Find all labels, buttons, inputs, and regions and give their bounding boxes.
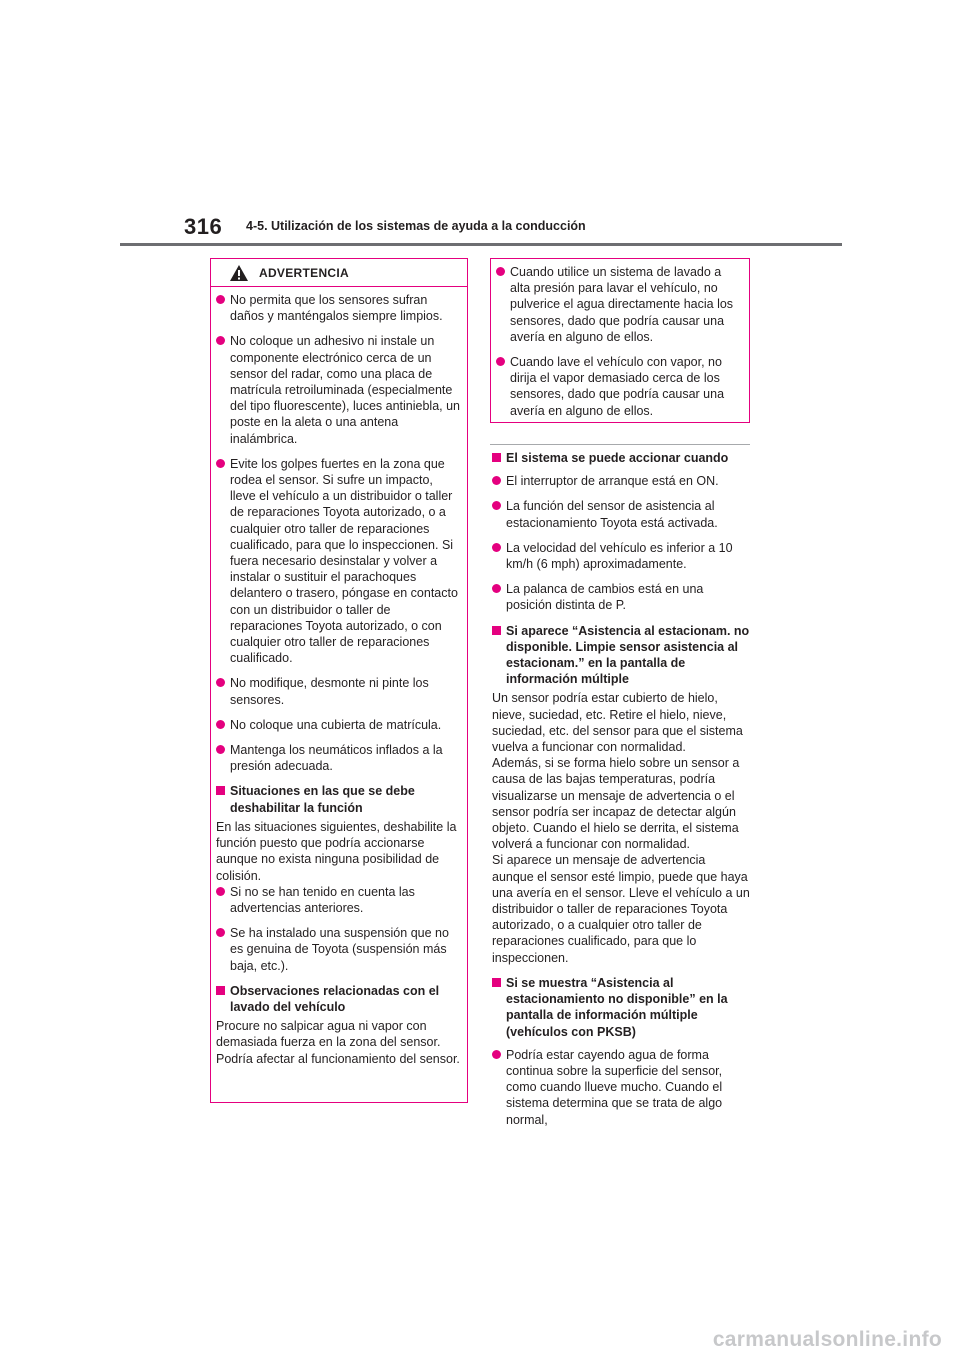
warning-right-content: [496, 264, 741, 428]
paragraph: Un sensor podría estar cubierto de hielo, nieve, suciedad, etc. Retire el hielo, nieve, suciedad, etc. del sensor para que el sistema vuelva a funcionar con normalidad.: [492, 691, 743, 755]
list-item: El interruptor de arranque está en ON.: [492, 473, 750, 489]
warning-box: [210, 258, 468, 1103]
bullet-icon: [492, 543, 501, 552]
square-bullet-icon: [492, 626, 501, 635]
list-item: No coloque un adhesivo ni instale un componente electrónico cerca de un sensor del radar, como una placa de matrícula retroiluminada (especialmente del tipo fluorescente), luces antiniebla, un poste en la aleta o una antena inalámbrica.: [216, 333, 461, 446]
list-item: La velocidad del vehículo es inferior a 10 km/h (6 mph) aproximadamente.: [492, 540, 750, 572]
paragraph: Procure no salpicar agua ni vapor con demasiada fuerza en la zona del sensor.: [216, 1019, 441, 1050]
bullet-icon: [492, 501, 501, 510]
square-bullet-icon: [216, 986, 225, 995]
subheading: Si se muestra “Asistencia al estacionamiento no disponible” en la pantalla de información múltiple (vehículos con PKSB): [492, 975, 750, 1040]
warning-box-continued: [490, 258, 750, 423]
warning-triangle-icon: [229, 264, 249, 282]
list-item: La función del sensor de asistencia al estacionamiento Toyota está activada.: [492, 498, 750, 530]
paragraph: Podría afectar al funcionamiento del sensor.: [216, 1051, 460, 1066]
section-title: 4-5. Utilización de los sistemas de ayuda a la conducción: [246, 219, 586, 233]
list-item: Evite los golpes fuertes en la zona que rodea el sensor. Si sufre un impacto, lleve el vehículo a un distribuidor o taller de reparaciones Toyota autorizado, o a cualquier otro taller de reparaciones cualificado, para que lo inspeccionen. Si fuera necesario desinstalar y volver a instalar o sustituir el parachoques delantero o trasero, póngase en contacto con un distribuidor o taller de reparaciones Toyota autorizado, o con cualquier otro taller de reparaciones cualificado.: [216, 456, 461, 667]
paragraph: Además, si se forma hielo sobre un sensor a causa de las bajas temperaturas, podría visualizarse un mensaje de advertencia o el sensor podría ser incapaz de detectar algún objeto. Cuando el hielo se derrita, el sistema volverá a funcionar con normalidad.: [492, 756, 740, 852]
square-bullet-icon: [492, 978, 501, 987]
warning-header: [211, 259, 467, 287]
list-item: No permita que los sensores sufran daños y manténgalos siempre limpios.: [216, 292, 461, 324]
list-item: Podría estar cayendo agua de forma continua sobre la superficie del sensor, como cuando llueve mucho. Cuando el sistema determina que se trata de algo normal,: [492, 1047, 750, 1128]
list-item: La palanca de cambios está en una posición distinta de P.: [492, 581, 750, 613]
bullet-icon: [216, 678, 225, 687]
bullet-icon: [216, 887, 225, 896]
list-item: Mantenga los neumáticos inflados a la presión adecuada.: [216, 742, 461, 774]
list-item: No coloque una cubierta de matrícula.: [216, 717, 461, 733]
subheading: El sistema se puede accionar cuando: [492, 450, 750, 466]
bullet-icon: [216, 928, 225, 937]
bullet-icon: [492, 584, 501, 593]
paragraph: Si aparece un mensaje de advertencia aunque el sensor esté limpio, puede que haya una avería en el sensor. Lleve el vehículo a un distribuidor o taller de reparaciones Toyota autorizado, o a cualquier otro taller de reparaciones cualificado, para que lo inspeccionen.: [492, 853, 750, 965]
bullet-icon: [216, 295, 225, 304]
list-item: No modifique, desmonte ni pinte los sensores.: [216, 675, 461, 707]
paragraph: En las situaciones siguientes, deshabilite la función puesto que podría accionarse aunque no exista ninguna posibilidad de colisión.: [216, 819, 457, 883]
main-content: [492, 450, 750, 1137]
bullet-icon: [216, 336, 225, 345]
bullet-icon: [216, 745, 225, 754]
bullet-icon: [492, 476, 501, 485]
square-bullet-icon: [216, 786, 225, 795]
list-item: Si no se han tenido en cuenta las advertencias anteriores.: [216, 884, 461, 916]
list-item: Cuando utilice un sistema de lavado a alta presión para lavar el vehículo, no pulverice el agua directamente hacia los sensores, dado que podría causar una avería en alguno de ellos.: [496, 264, 741, 345]
watermark: carmanualsonline.info: [712, 1328, 942, 1351]
header-rule: [120, 243, 842, 246]
bullet-icon: [216, 459, 225, 468]
page-number: 316: [184, 214, 223, 239]
square-bullet-icon: [492, 453, 501, 462]
subheading: Situaciones en las que se debe deshabilitar la función: [216, 783, 461, 815]
warning-title: ADVERTENCIA: [259, 266, 349, 280]
list-item: Se ha instalado una suspensión que no es genuina de Toyota (suspensión más baja, etc.).: [216, 925, 461, 974]
warning-left-content: [216, 292, 461, 1067]
section-divider: [490, 444, 750, 445]
subheading: Observaciones relacionadas con el lavado del vehículo: [216, 983, 461, 1015]
bullet-icon: [216, 720, 225, 729]
bullet-icon: [496, 267, 505, 276]
subheading: Si aparece “Asistencia al estacionam. no disponible. Limpie sensor asistencia al estacionam.” en la pantalla de información múltiple: [492, 623, 750, 688]
bullet-icon: [496, 357, 505, 366]
list-item: Cuando lave el vehículo con vapor, no dirija el vapor demasiado cerca de los sensores, dado que podría causar una avería en alguno de ellos.: [496, 354, 741, 419]
bullet-icon: [492, 1050, 501, 1059]
